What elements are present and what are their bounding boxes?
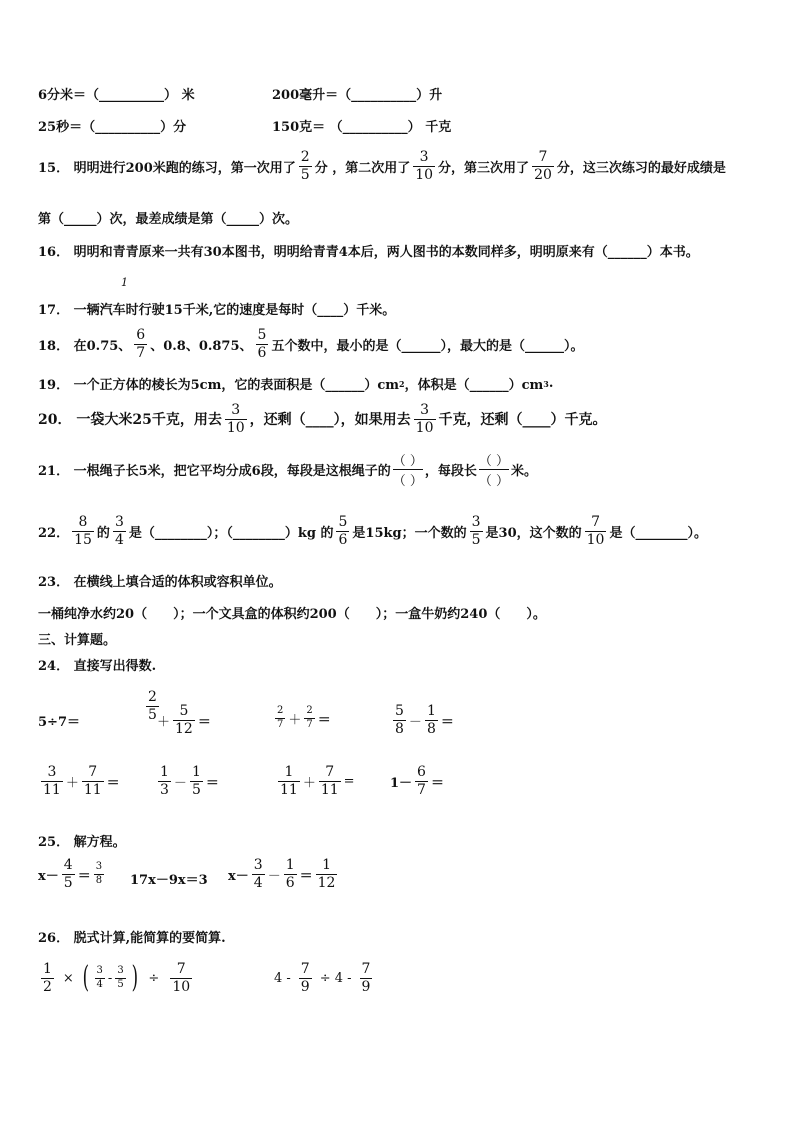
fraction: $\frac{7}{10}$	[586, 514, 605, 548]
fraction: $\frac{7}{9}$	[361, 961, 371, 995]
fraction: $\frac{8}{15}$	[74, 514, 92, 548]
unit-row-2b: 150克＝ （__________） 千克	[272, 120, 452, 135]
fraction: $\frac{2}{5}$	[300, 149, 310, 183]
question-18: 18． 在0.75、 $\frac{6}{7}$ 、0.8、0.875、 $\frac{5}{6}$ 五个数中，最小的是（______），最大的是（______）。	[38, 327, 584, 361]
unit-row-2a: 25秒＝（__________）分	[38, 120, 187, 135]
question-24-title: 24． 直接写出得数.	[38, 659, 157, 674]
fraction: $\frac{5}{6}$	[338, 514, 348, 548]
calc-expression: $\frac{2}{7}$ ＋ $\frac{2}{7}$ ＝	[277, 705, 331, 730]
fraction: $\frac{3}{4}$	[253, 857, 263, 891]
calc-expression: ＋ $\frac{5}{12}$ ＝	[157, 703, 211, 737]
fraction: $\frac{2}{7}$	[306, 705, 313, 730]
fraction: $\frac{1}{8}$	[426, 703, 436, 737]
fraction: $\frac{3}{11}$	[43, 764, 61, 798]
fraction: $\frac{3}{10}$	[415, 402, 434, 436]
question-23-title: 23． 在横线上填合适的体积或容积单位。	[38, 575, 282, 590]
fraction: $\frac{5}{8}$	[395, 703, 404, 737]
fraction: $\frac{3}{8}$	[95, 861, 103, 886]
question-22: 22． $\frac{8}{15}$ 的 $\frac{3}{4}$ 是（________）；（________）kg 的 $\frac{5}{6}$ 是15kg；一个数的 $\frac{3}{5}$ 是30，这个数的 $\frac{7}{10}$ 是（________）。	[38, 514, 707, 548]
calc-expression: $\frac{1}{11}$ ＋ $\frac{7}{11}$ =	[280, 764, 355, 798]
question-26-title: 26． 脱式计算,能简算的要简算.	[38, 931, 226, 946]
fraction: $\frac{5}{12}$	[175, 703, 193, 737]
calc-expression: 1－ $\frac{6}{7}$ ＝	[390, 764, 444, 798]
fraction: $\frac{3}{5}$	[471, 514, 481, 548]
blank-fraction: （ ） （ ）	[392, 454, 423, 489]
fraction: $\frac{7}{11}$	[320, 764, 339, 798]
fraction: $\frac{1}{6}$	[285, 857, 295, 891]
question-25-title: 25． 解方程。	[38, 835, 126, 850]
question-21: 21． 一根绳子长5米，把它平均分成6段，每段是这根绳子的 （ ） （ ） ，每段长 （ ） （ ） 米。	[38, 450, 537, 489]
fraction: $\frac{2}{5}$	[148, 689, 157, 723]
fraction: $\frac{6}{7}$	[136, 327, 146, 361]
fraction: $\frac{7}{10}$	[172, 961, 191, 995]
fraction: $\frac{1}{3}$	[160, 764, 169, 798]
question-20: 20． 一袋大米25千克，用去 $\frac{3}{10}$ ，还剩（____），如果用去 $\frac{3}{10}$ 千克，还剩（____）千克。	[38, 402, 607, 436]
question-17: 17． 一辆汽车 时行驶15千米,它的速度是每时（____）千米。	[38, 303, 396, 318]
calc-expression: 5÷7＝	[38, 715, 80, 730]
blank-fraction: （ ） （ ）	[478, 454, 510, 489]
equation: x－ $\frac{3}{4}$ － $\frac{1}{6}$ ＝ $\frac{1}{12}$	[228, 857, 336, 891]
fraction: $\frac{3}{5}$	[117, 965, 124, 990]
unit-row-1b: 200毫升＝（__________）升	[272, 88, 443, 103]
fraction: $\frac{5}{6}$	[257, 327, 267, 361]
fraction: $\frac{7}{20}$	[534, 149, 552, 183]
fraction: $\frac{6}{7}$	[417, 764, 426, 798]
calc-expression: $\frac{1}{2}$ × ( $\frac{3}{4}$ - $\frac{3}{5}$ ) ÷ $\frac{7}{10}$	[43, 960, 191, 996]
equation: 17x－9x＝3	[130, 873, 208, 888]
fraction: $\frac{7}{9}$	[300, 961, 310, 995]
q17-fraction-top: 1	[121, 276, 128, 289]
section-title: 三、计算题。	[38, 633, 117, 648]
fraction: $\frac{1}{2}$	[43, 961, 52, 995]
fraction: $\frac{3}{4}$	[114, 514, 124, 548]
fraction: $\frac{1}{5}$	[191, 764, 201, 798]
question-16: 16． 明明和青青原来一共有30本图书，明明给青青4本后，两人图书的本数同样多，明明原来有（______）本书。	[38, 245, 699, 260]
question-23-line: 一桶纯净水约20（ ）；一个文具盒的体积约200（ ）；一盒牛奶约240（ ）。	[38, 607, 546, 622]
calc-expression: $\frac{5}{8}$ － $\frac{1}{8}$ ＝	[395, 703, 454, 737]
fraction: $\frac{7}{11}$	[83, 764, 102, 798]
fraction: $\frac{3}{10}$	[415, 149, 434, 183]
calc-expression: $\frac{1}{3}$ － $\frac{1}{5}$ ＝	[160, 764, 219, 798]
question-15: 15． 明明进行200米跑的练习，第一次用了 $\frac{2}{5}$ 分 ，第二次用了 $\frac{3}{10}$ 分，第三次用了 $\frac{7}{20}$ 分，这三次练习的最好成绩是	[38, 149, 726, 183]
fraction: $\frac{1}{11}$	[280, 764, 298, 798]
calc-expression: 4 - $\frac{7}{9}$ ÷ 4 - $\frac{7}{9}$	[274, 961, 371, 995]
equation: x－ $\frac{4}{5}$ ＝ $\frac{3}{8}$	[38, 857, 103, 891]
fraction: $\frac{1}{12}$	[317, 857, 336, 891]
question-19: 19． 一个正方体的棱长为5cm，它的表面积是（______）cm 2 ，体积是（______）cm 3 .	[38, 376, 554, 393]
fraction: $\frac{2}{7}$	[277, 705, 284, 730]
fraction: $\frac{3}{4}$	[96, 965, 103, 990]
calc-expression: $\frac{3}{11}$ ＋ $\frac{7}{11}$ ＝	[43, 764, 120, 798]
unit-row-1a: 6分米＝（__________） 米	[38, 88, 195, 103]
question-15-line2: 第（_____）次，最差成绩是第（_____）次。	[38, 212, 299, 227]
fraction: $\frac{3}{10}$	[226, 402, 245, 436]
fraction: $\frac{4}{5}$	[63, 857, 73, 891]
